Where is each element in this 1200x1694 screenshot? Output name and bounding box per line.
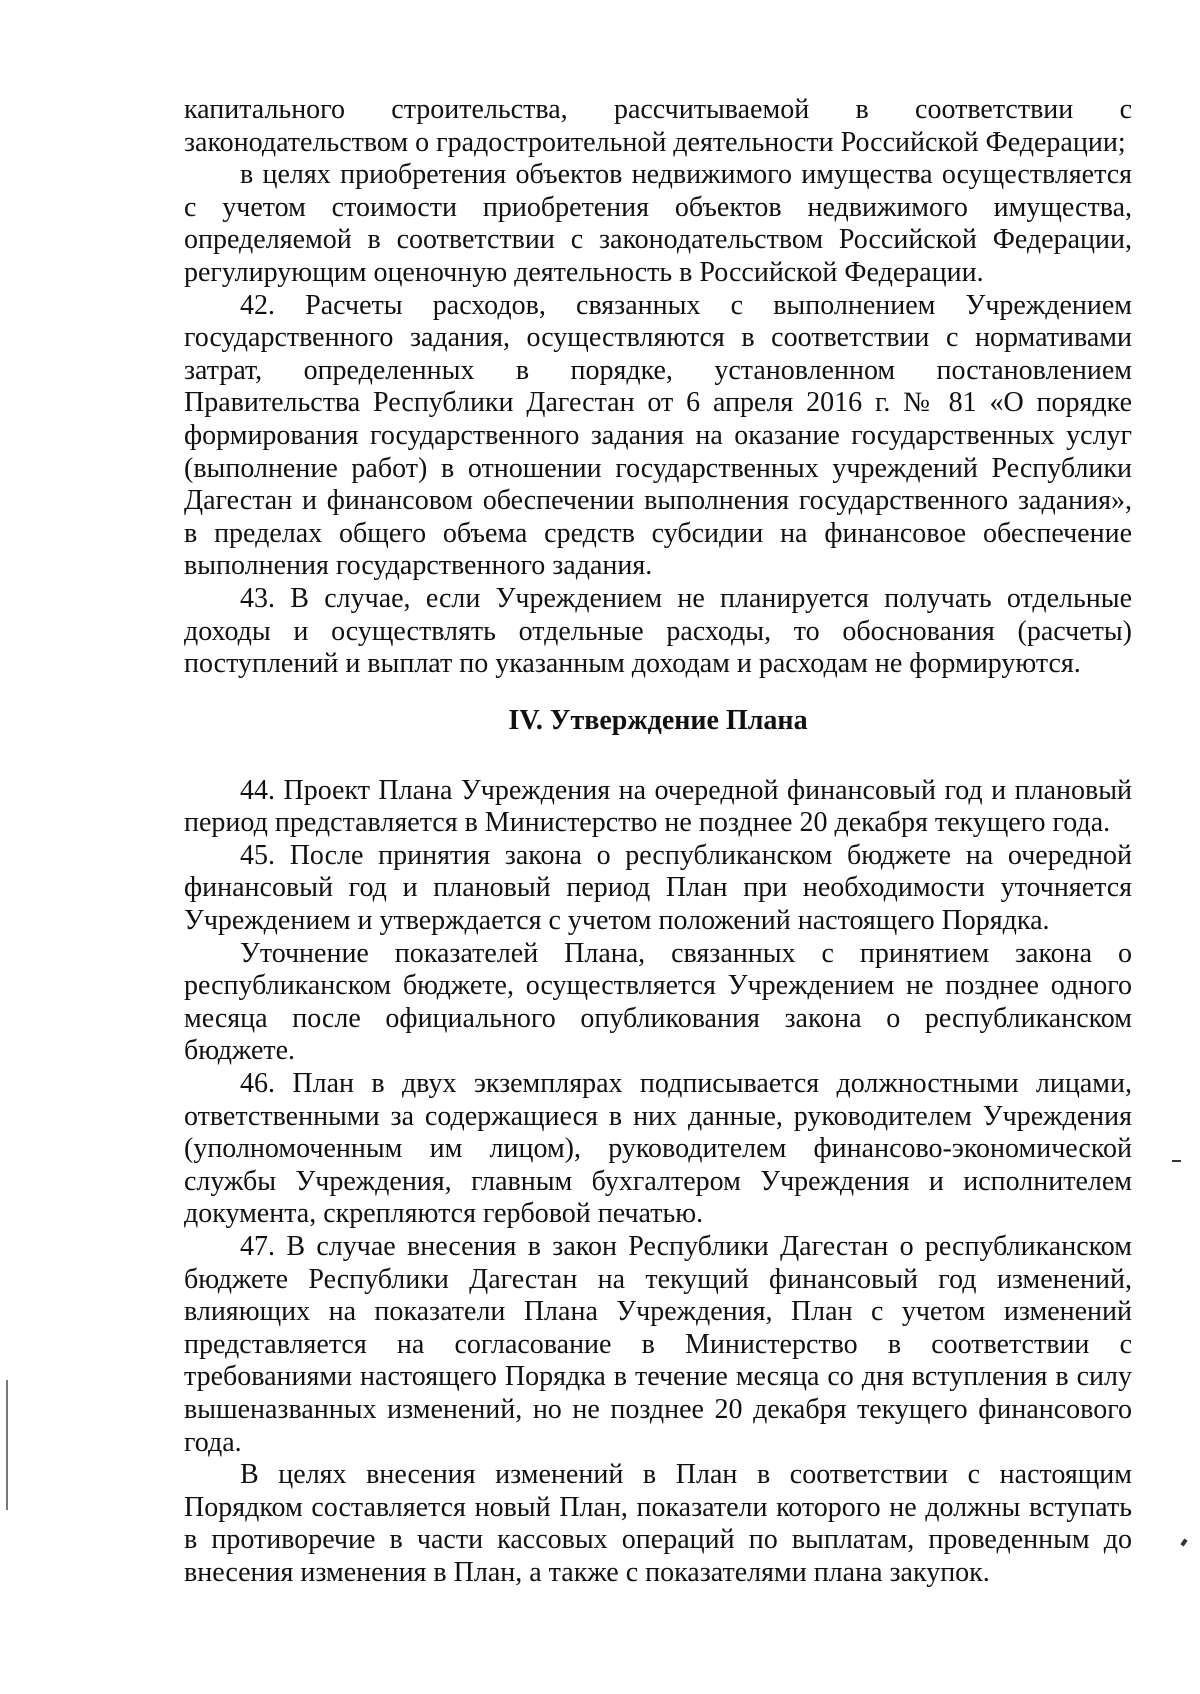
paragraph-p-44: 44. Проект Плана Учреждения на очередной финансовый год и плановый период представляется в Министерство не позднее 20 декабря текущего года. — [184, 774, 1132, 839]
paragraph-p-43: 43. В случае, если Учреждением не планируется получать отдельные доходы и осуществлять отдельные расходы, то обоснования (расчеты) поступлений и выплат по указанным доходам и расходам не формируются. — [184, 582, 1132, 680]
scan-mark-bottom-right — [1180, 1538, 1187, 1546]
paragraph-p-46: 46. План в двух экземплярах подписывается должностными лицами, ответственными за содержащиеся в них данные, руководителем Учреждения (уполномоченным им лицом), руководителем финансово-экономической службы Учреждения, главным бухгалтером Учреждения и исполнителем документа, скрепляются гербовой печатью. — [184, 1068, 1132, 1230]
scan-mark-right — [1172, 1160, 1181, 1162]
section-heading: IV. Утверждение Плана — [508, 704, 808, 736]
paragraph-p-47: 47. В случае внесения в закон Республики Дагестан о республиканском бюджете Республики Дагестан на текущий финансовый год изменений, влияющих на показатели Плана Учреждения, План с учетом изменений представляется на согласование в Министерство в соответствии с требованиями настоящего Порядка в течение месяца со дня вступления в силу вышеназванных изменений, но не позднее 20 декабря текущего финансового года. — [184, 1231, 1132, 1458]
paragraph-p-acquisition: в целях приобретения объектов недвижимого имущества осуществляется с учетом стоимости приобретения объектов недвижимого имущества, определяемой в соответствии с законодательством Российской Федерации, регулирующим оценочную деятельность в Российской Федерации. — [184, 159, 1132, 288]
paragraph-p-45-refine: Уточнение показателей Плана, связанных с принятием закона о республиканском бюджете, осуществляется Учреждением не позднее одного месяца после официального опубликования закона о республиканском бюджете. — [184, 937, 1132, 1067]
paragraph-p-45: 45. После принятия закона о республиканском бюджете на очередной финансовый год и плановый период План при необходимости уточняется Учреждением и утверждается с учетом положений настоящего Порядка. — [184, 839, 1132, 937]
scan-mark-left — [6, 1380, 8, 1510]
document-page — [184, 94, 1132, 1590]
paragraph-p-47-changes: В целях внесения изменений в План в соответствии с настоящим Порядком составляется новый План, показатели которого не должны вступать в противоречие в части кассовых операций по выплатам, проведенным до внесения изменения в План, а также с показателями плана закупок. — [184, 1459, 1132, 1588]
paragraph-p-42: 42. Расчеты расходов, связанных с выполнением Учреждением государственного задания, осуществляются в соответствии с нормативами затрат, определенных в порядке, установленном постановлением Правительства Республики Дагестан от 6 апреля 2016 г. № 81 «О порядке формирования государственного задания на оказание государственных услуг (выполнение работ) в отношении государственных учреждений Республики Дагестан и финансовом обеспечении выполнения государственного задания», в пределах общего объема средств субсидии на финансовое обеспечение выполнения государственного задания. — [184, 289, 1132, 582]
paragraph-p-cont: капитального строительства, рассчитываемой в соответствии с законодательством о градостроительной деятельности Российской Федерации; — [184, 94, 1132, 158]
paragraphs-before-heading — [184, 94, 1132, 681]
paragraphs-after-heading — [184, 775, 1132, 1590]
